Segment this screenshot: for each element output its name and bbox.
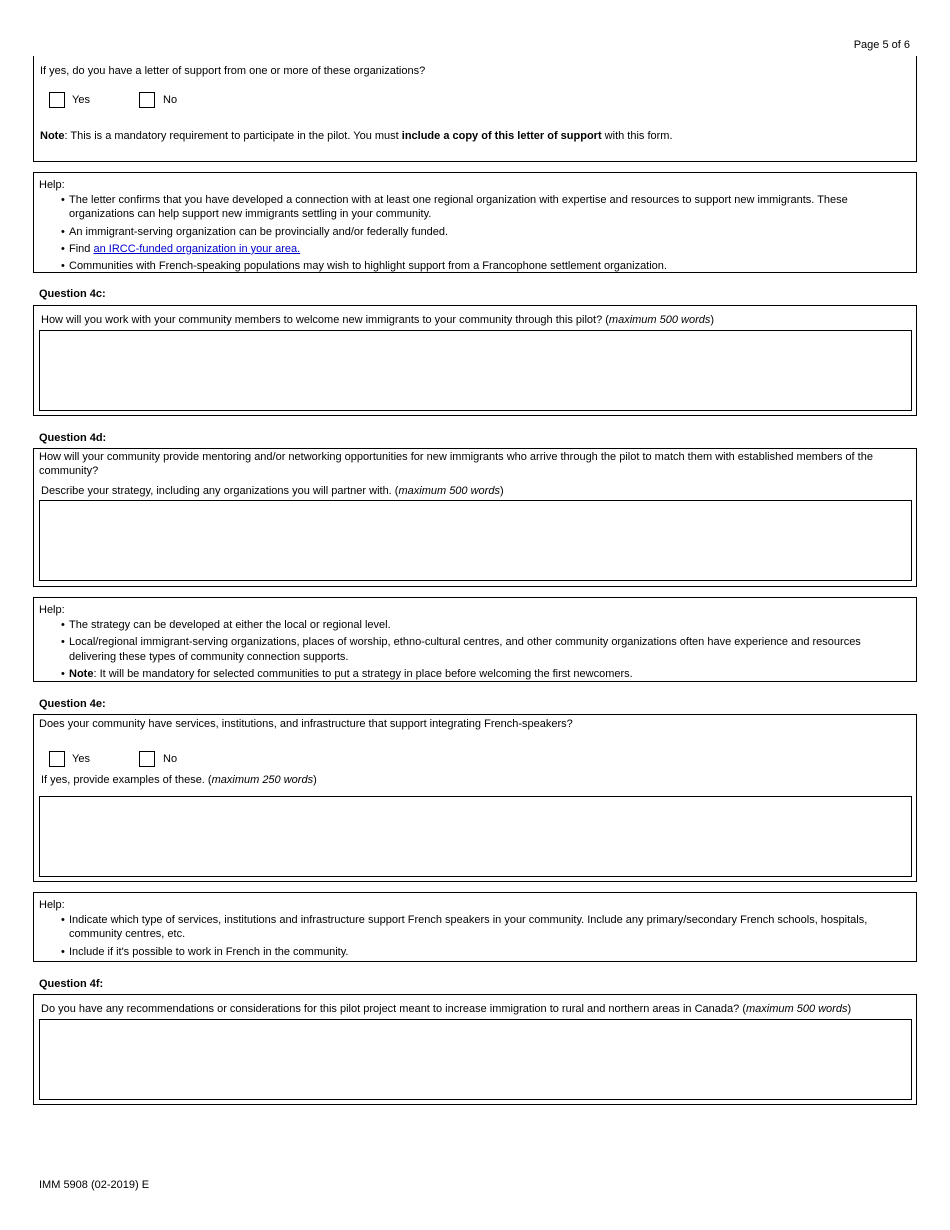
q4f-answer-field[interactable] (39, 1019, 912, 1100)
help-item: • An immigrant-serving organization can be provincially and/or federally funded. (61, 225, 909, 239)
help-item: • Include if it's possible to work in French in the community. (61, 945, 871, 959)
q4e-heading: Question 4e: (39, 698, 106, 710)
q4b-question: If yes, do you have a letter of support from one or more of these organizations? (40, 65, 426, 77)
help-title: Help: (39, 179, 65, 191)
help-item: • Indicate which type of services, institutions and infrastructure support French speakers in your community. Include any primary/secondary French schools, hospitals, community centres, etc. (61, 913, 871, 942)
q4d-answer-field[interactable] (39, 500, 912, 581)
help-item-find (61, 242, 909, 256)
q4f-question (41, 1002, 851, 1016)
ircc-organization-link[interactable]: an IRCC-funded organization in your area. (93, 242, 301, 255)
q4b-section (33, 56, 917, 162)
q4e-section (33, 714, 917, 882)
help-title: Help: (39, 604, 65, 616)
q4b-note-bold: include a copy of this letter of support (401, 130, 602, 142)
help-item: • Local/regional immigrant-serving organizations, places of worship, ethno-cultural centres, and other community organizations often have experience and resources delivering these types of community connection supports. (61, 635, 909, 664)
q4e-yes-checkbox[interactable] (49, 751, 65, 767)
help-list (61, 618, 909, 684)
q4f-section (33, 994, 917, 1105)
q4d-describe-text: Describe your strategy, including any organizations you will partner with. ( (41, 485, 399, 497)
q4e-no-label: No (163, 753, 178, 765)
help-note-label: Note (69, 667, 94, 680)
q4f-heading: Question 4f: (39, 978, 104, 990)
q4b-note (40, 129, 673, 143)
q4b-yes-label: Yes (72, 94, 90, 106)
q4d-limit: maximum 500 words (398, 485, 500, 497)
q4c-question-text: How will you work with your community members to welcome new immigrants to your community through this pilot? ( (41, 314, 609, 326)
q4d-describe (41, 484, 504, 498)
help-item: • Communities with French-speaking populations may wish to highlight support from a Francophone settlement organization. (61, 259, 909, 273)
q4f-close: ) (847, 1003, 852, 1015)
q4d-section (33, 448, 917, 587)
q4c-limit: maximum 500 words (608, 314, 711, 326)
form-code: IMM 5908 (02-2019) E (39, 1179, 150, 1191)
q4e-examples-text: If yes, provide examples of these. ( (41, 774, 212, 786)
q4b-no-label: No (163, 94, 178, 106)
help-find-prefix: Find (69, 242, 94, 255)
q4e-answer-field[interactable] (39, 796, 912, 877)
help-title: Help: (39, 899, 65, 911)
q4b-note-text-1: : This is a mandatory requirement to participate in the pilot. You must (64, 130, 402, 142)
q4b-yes-checkbox[interactable] (49, 92, 65, 108)
q4c-section (33, 305, 917, 416)
q4e-close: ) (313, 774, 317, 786)
help-box-french (33, 892, 917, 962)
q4b-note-text-2: with this form. (601, 130, 673, 142)
help-item: • The letter confirms that you have developed a connection with at least one regional organization with expertise and resources to support new immigrants. These organizations can help support new immigrants settling in your community. (61, 193, 909, 222)
q4e-limit: maximum 250 words (211, 774, 314, 786)
q4e-yes-label: Yes (72, 753, 90, 765)
q4e-question: Does your community have services, institutions, and infrastructure that support integrating French-speakers? (39, 718, 573, 730)
q4b-no-checkbox[interactable] (139, 92, 155, 108)
q4d-heading: Question 4d: (39, 432, 107, 444)
q4b-note-label: Note (40, 130, 65, 142)
help-box-strategy (33, 597, 917, 682)
q4d-question: How will your community provide mentoring and/or networking opportunities for new immigrants who arrive through the pilot to match them with established members of the community? (39, 451, 873, 478)
page-number: Page 5 of 6 (853, 39, 910, 51)
help-box-letter (33, 172, 917, 273)
q4e-examples (41, 773, 317, 787)
q4c-question (41, 313, 714, 327)
help-list (61, 193, 909, 276)
q4c-answer-field[interactable] (39, 330, 912, 411)
help-item: • The strategy can be developed at either the local or regional level. (61, 618, 909, 632)
q4e-no-checkbox[interactable] (139, 751, 155, 767)
q4c-heading: Question 4c: (39, 288, 106, 300)
help-note-text: : It will be mandatory for selected communities to put a strategy in place before welcoming the first newcomers. (93, 667, 633, 680)
help-item-note (61, 667, 909, 681)
q4d-close: ) (499, 485, 504, 497)
help-list (61, 913, 871, 962)
q4f-question-text: Do you have any recommendations or considerations for this pilot project meant to increase immigration to rural and northern areas in Canada? ( (41, 1003, 746, 1015)
q4f-limit: maximum 500 words (745, 1003, 848, 1015)
q4c-close: ) (710, 314, 715, 326)
